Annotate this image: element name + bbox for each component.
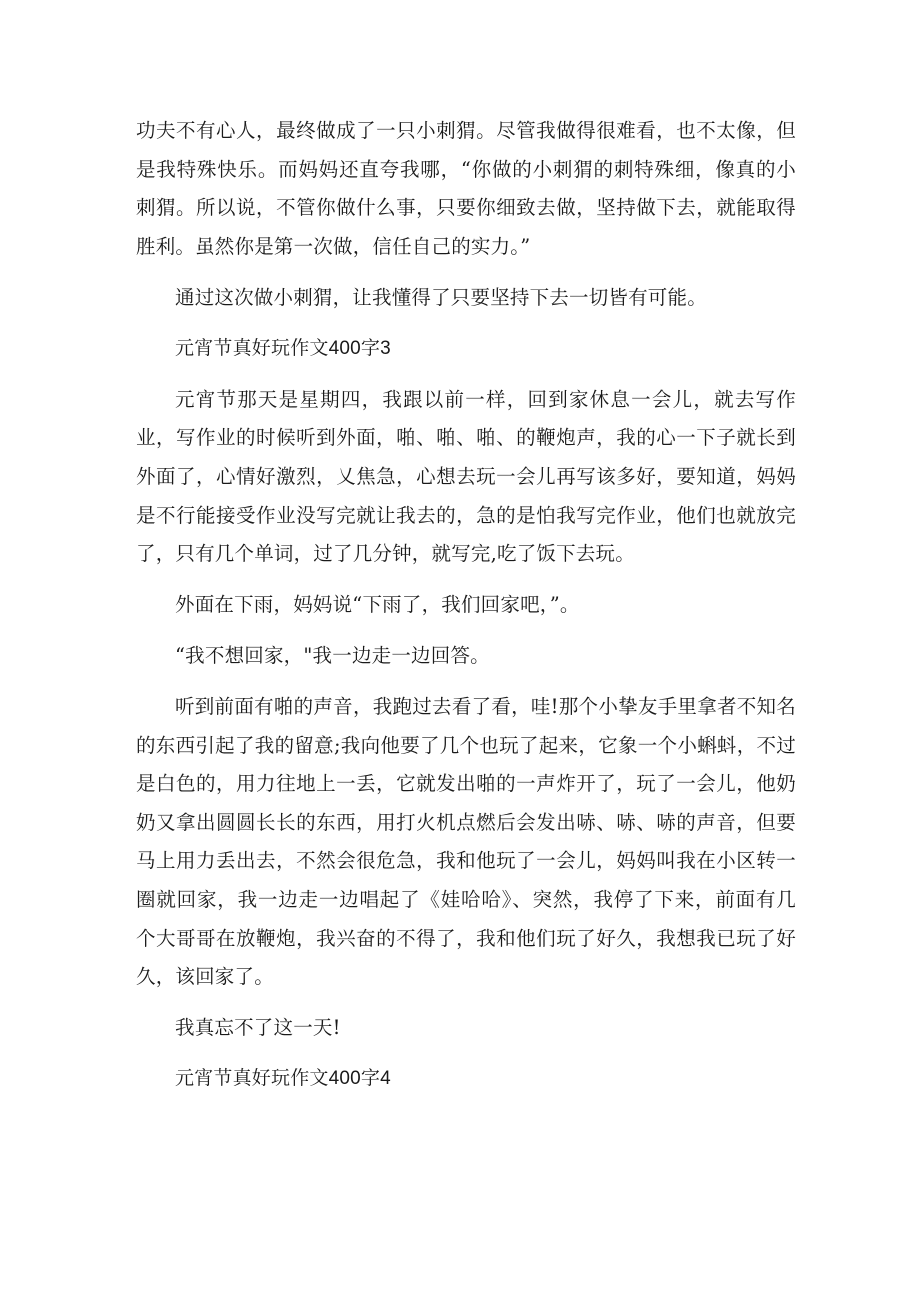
paragraph-hedgehog-ending: 功夫不有心人，最终做成了一只小刺猬。尽管我做得很难看，也不太像，但是我特殊快乐。而妈妈还直夸我哪，“你做的小刺猬的刺特殊细，像真的小刺猬。所以说，不管你做什么事，只要你细致去做，坚持做下去，就能取得胜利。虽然你是第一次做，信任自己的实力。”	[136, 119, 796, 258]
paragraph-firecrackers: 听到前面有啪的声音，我跑过去看了看，哇!那个小挚友手里拿者不知名的东西引起了我的留意;我向他要了几个也玩了起来，它象一个小蝌蚪，不过是白色的，用力往地上一丢，它就发出啪的一声炸开了，玩了一会儿，他奶奶又拿出圆圆长长的东西，用打火机点燃后会发出哧、哧、哧的声音，但要马上用力丢出去，不然会很危急，我和他玩了一会儿，妈妈叫我在小区转一圈就回家，我一边走一边唱起了《娃哈哈》、突然，我停了下来，前面有几个大哥哥在放鞭炮，我兴奋的不得了，我和他们玩了好久，我想我已玩了好久，该回家了。	[136, 695, 796, 989]
paragraph-homework: 元宵节那天是星期四，我跟以前一样，回到家休息一会儿，就去写作业，写作业的时候听到外面，啪、啪、啪、的鞭炮声，我的心一下子就长到外面了，心情好激烈，乂焦急，心想去玩一会儿再写该多好，要知道，妈妈是不行能接受作业没写完就让我去的，急的是怕我写完作业，他们也就放完了，只有几个单词，过了几分钟，就写完,吃了饭下去玩。	[136, 387, 796, 566]
document-body	[136, 112, 796, 1111]
paragraph-lesson: 通过这次做小刺猬，让我懂得了只要坚持下去一切皆有可能。	[175, 285, 707, 309]
essay-title-4: 元宵节真好玩作文400字4	[175, 1068, 391, 1090]
paragraph-unforgettable: 我真忘不了这一天!	[175, 1016, 341, 1040]
paragraph-reply: “我不想回家，"我一边走一边回答。	[175, 644, 490, 668]
essay-title-3: 元宵节真好玩作文400字3	[175, 337, 391, 359]
paragraph-rain: 外面在下雨，妈妈说“下雨了，我们回家吧，”。	[175, 593, 580, 617]
